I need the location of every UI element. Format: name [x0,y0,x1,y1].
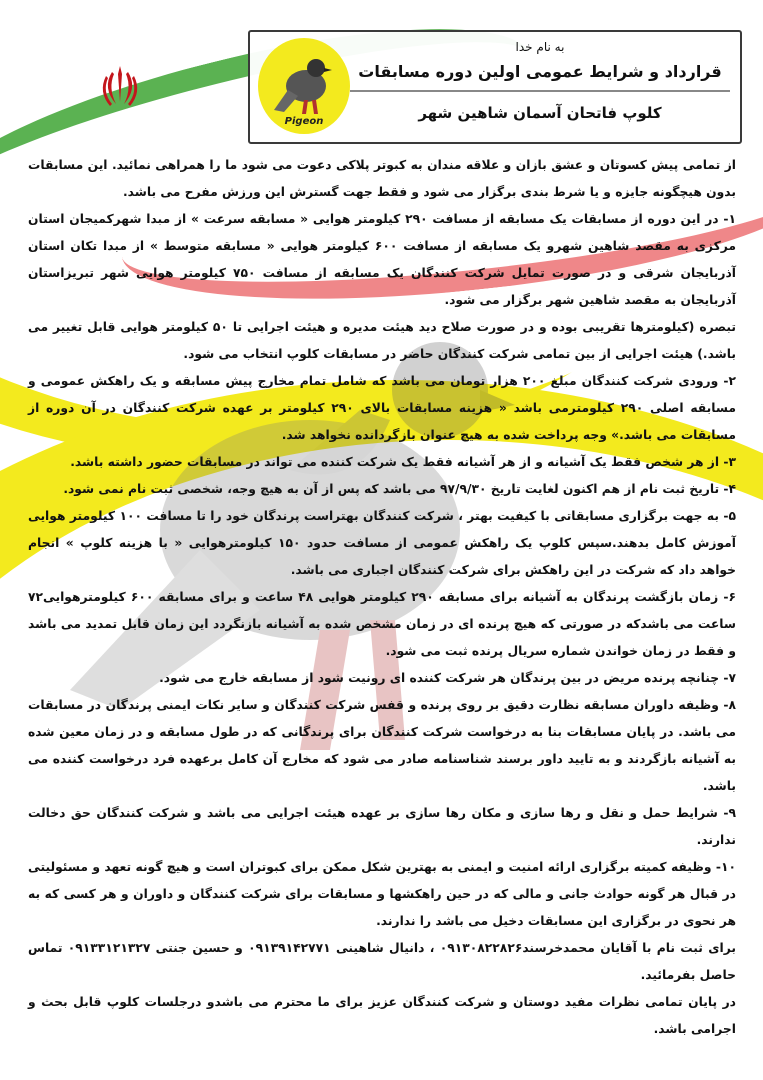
title-divider [350,90,730,92]
closing-note: در پایان تمامی نظرات مفید دوستان و شرکت کنندگان عزیز برای ما محترم می باشدو درجلسات کلوپ قابل بحث و اجرامی باشد. [28,995,736,1036]
page-title: قرارداد و شرایط عمومی اولین دوره مسابقات [358,62,722,81]
clause-4: ۴- تاریخ ثبت نام از هم اکنون لغایت تاریخ ۹۷/۹/۳۰ می باشد که پس از آن به هیچ وجه، شخصی ثبت نام نمی شود. [63,482,736,496]
clause-9: ۹- شرایط حمل و نقل و رها سازی و مکان رها سازی بر عهده هیئت اجرایی می باشد و شرکت کنندگان حق دخالت ندارند. [28,806,736,847]
logo-text: Pigeon [284,116,324,127]
basmala: به نام خدا [515,40,565,54]
clause-8: ۸- وظیفه داوران مسابقه نظارت دقیق بر روی پرنده و قفس شرکت کنندگان و سایر نکات ایمنی پرندگان در مسابقات می باشد. در پایان مسابقات بنا به درخواست شرکت کنندگان برای پرندگانی که در طول مسابقه و در زمان معین شده به آشیانه بازگردند و به تایید داور برسند شناسنامه صادر می شود که مخارج آن کامل برعهده فرد درخواست کننده می باشد. [28,698,736,793]
registration-contacts: برای ثبت نام با آقایان محمدخرسند۰۹۱۳۰۸۲۲۸۲۶ ، دانیال شاهینی ۰۹۱۳۹۱۴۲۷۷۱ و حسین جنتی ۰۹۱۳۳۱۲۱۳۲۷ تماس حاصل بفرمائید. [28,941,736,982]
clause-10: ۱۰- وظیفه کمیته برگزاری ارائه امنیت و ایمنی به بهترین شکل ممکن برای کبوتران است و هیچ گونه تعهد و مسئولیتی در قبال هر گونه حوادث جانی و مالی که در حین راهکشها و مسابقات برای شرکت کنندگان و داوران و هر کسی که به هر نحوی در برگزاری این مسابقات دخیل می باشد را ندارند. [28,860,736,928]
clause-1: ۱- در این دوره از مسابقات یک مسابقه از مسافت ۲۹۰ کیلومتر هوایی « مسابقه سرعت » از مبدا شهرکمیجان استان مرکزی به مقصد شاهین شهرو یک مسابقه از مسافت ۶۰۰ کیلومتر هوایی « مسابقه متوسط » از مبدا تکان استان آذربایجان شرقی و در صورت تمایل شرکت کنندگان یک مسابقه از مسافت ۷۵۰ کیلومتر هوایی شهر تبریزاستان آذربایجان به مقصد شاهین شهر برگزار می شود. [28,212,736,307]
iran-emblem-icon [98,62,142,110]
pigeon-logo [258,38,350,134]
intro-paragraph: از تمامی پیش کسوتان و عشق بازان و علاقه مندان به کبوتر پلاکی دعوت می شود ما را همراهی نمائید. این مسابقات بدون هیچگونه جایزه و یا شرط بندی برگزار می شود و فقط جهت گسترش این ورزش مفرح می باشد. [28,158,736,199]
clause-note: تبصره (کیلومترها تقریبی بوده و در صورت صلاح دید هیئت مدیره و هیئت اجرایی تا ۵۰ کیلومتر هوایی قابل تغییر می باشد.) هیئت اجرایی از بین تمامی شرکت کنندگان حاضر در مسابقات کلوپ انتخاب می شود. [28,320,736,361]
clause-3: ۳- از هر شخص فقط یک آشیانه و از هر آشیانه فقط یک شرکت کننده می تواند در مسابقات حضور داشته باشد. [70,455,736,469]
clause-5: ۵- به جهت برگزاری مسابقاتی با کیفیت بهتر ، شرکت کنندگان بهتراست پرندگان خود را تا مسافت ۱۰۰ کیلومتر هوایی آموزش کامل بدهند.سپس کلوپ یک راهکش عمومی از مسافت حدود ۱۵۰ کیلومترهوایی « با هزینه کلوپ » انجام خواهد داد که شرکت در این راهکش برای شرکت کنندگان اجباری می باشد. [28,509,736,577]
clause-6: ۶- زمان بازگشت پرندگان به آشیانه برای مسابقه ۲۹۰ کیلومتر هوایی ۴۸ ساعت و برای مسابقه ۶۰۰ کیلومترهوایی۷۲ ساعت می باشدکه در صورتی که هیچ پرنده ای در زمان مشخص شده به آشیانه بازنگردد این زمان قابل تمدید می باشد و فقط در زمان خواندن شماره سریال پرنده ثبت می شود. [28,590,736,658]
contract-body [28,152,736,1043]
clause-7: ۷- چنانچه پرنده مریض در بین پرندگان هر شرکت کننده ای رونیت شود از مسابقه خارج می شود. [159,671,736,685]
clause-2: ۲- ورودی شرکت کنندگان مبلغ ۲۰۰ هزار تومان می باشد که شامل تمام مخارج پیش مسابقه و یک راهکش عمومی و مسابقه اصلی ۲۹۰ کیلومترمی باشد « هزینه مسابقات بالای ۲۹۰ کیلومتر بر عهده شرکت کنندگان در آن دوره از مسابقات می باشد.» وجه پرداخت شده به هیچ عنوان بازگردانده نخواهد شد. [28,374,737,442]
club-name: کلوپ فاتحان آسمان شاهین شهر [418,104,662,122]
header-box [248,30,742,144]
